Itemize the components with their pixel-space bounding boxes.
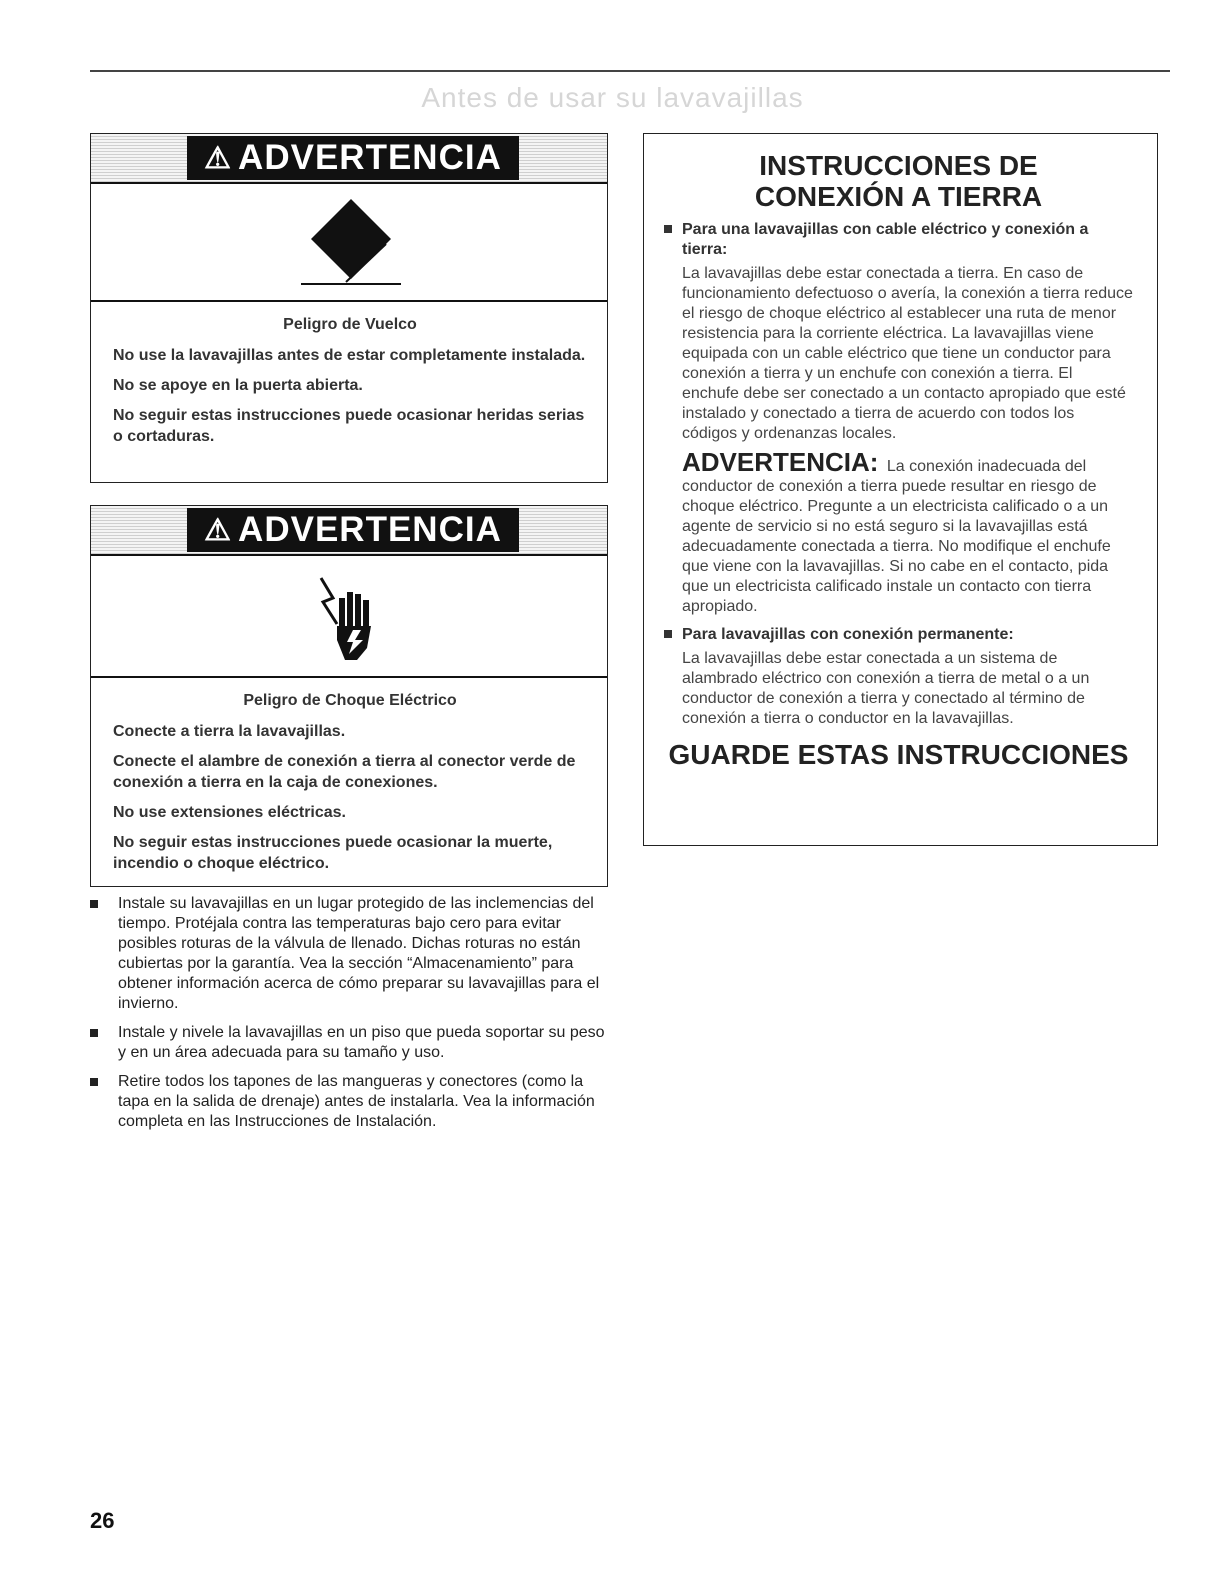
electric-shock-warning-box [90, 505, 608, 887]
warning-triangle-icon: ⚠ [204, 513, 233, 547]
page-heading: Antes de usar su lavavajillas [421, 82, 804, 113]
grounding-subheading [664, 220, 1133, 260]
warning-triangle-icon: ⚠ [204, 141, 233, 175]
warning-line: No seguir estas instrucciones puede ocasionar la muerte, incendio o choque eléctrico. [113, 834, 553, 872]
grounding-paragraph: La lavavajillas debe estar conectada a un sistema de alambrado eléctrico con conexión a tierra de metal o a un conductor de conexión a tierra y conectado al término de conexión a tierra o conductor en la lavavajillas. [682, 650, 1090, 727]
warning-line: No use extensiones eléctricas. [113, 804, 346, 821]
warning-body [91, 678, 607, 893]
warning-icon-area [91, 184, 607, 302]
grounding-subheading-text: Para una lavavajillas con cable eléctrico y conexión a tierra: [682, 221, 1089, 258]
electric-shock-hazard-icon [301, 568, 401, 668]
warning-body [91, 302, 607, 466]
installation-bullet-list [90, 894, 610, 1141]
bullet-square-icon [90, 1029, 98, 1037]
bullet-square-icon [90, 1078, 98, 1086]
warning-line: No seguir estas instrucciones puede ocasionar heridas serias o cortaduras. [113, 407, 585, 445]
warning-banner [187, 508, 519, 552]
warning-banner [187, 136, 519, 180]
grounding-subheading [664, 625, 1133, 645]
warning-banner-label: ADVERTENCIA [238, 510, 502, 549]
tip-over-hazard-icon [291, 194, 411, 294]
grounding-warning-paragraph [682, 447, 1133, 617]
inline-warning-text: La conexión inadecuada del conductor de conexión a tierra puede resultar en riesgo de choque eléctrico. Pregunte a un electricista calificado o a un agente de servicio si no está seguro si la lavavajillas está adecuadamente conectada a tierra. No modifique el enchufe que viene con la lavavajillas. Si no cabe en el contacto, pida que un electricista calificado instale un contacto con tierra apropiado. [682, 458, 1111, 615]
grounding-subheading-text: Para lavavajillas con conexión permanente: [682, 626, 1014, 643]
warning-title: Peligro de Choque Eléctrico [243, 692, 457, 709]
list-item-text: Instale y nivele la lavavajillas en un piso que pueda soportar su peso y en un área adecuada para su tamaño y uso. [118, 1024, 605, 1061]
list-item [90, 1023, 610, 1063]
warning-line: No se apoye en la puerta abierta. [113, 377, 363, 394]
grounding-title-line: INSTRUCCIONES DE [759, 150, 1038, 181]
grounding-title [664, 150, 1133, 212]
warning-banner-label: ADVERTENCIA [238, 138, 502, 177]
list-item-text: Retire todos los tapones de las mangueras y conectores (como la tapa en la salida de drenaje) antes de instalarla. Vea la información completa en las Instrucciones de Instalación. [118, 1073, 595, 1130]
warning-line: Conecte el alambre de conexión a tierra al conector verde de conexión a tierra en la caja de conexiones. [113, 753, 576, 791]
warning-title: Peligro de Vuelco [283, 316, 417, 333]
warning-icon-area [91, 556, 607, 678]
bullet-square-icon [90, 900, 98, 908]
grounding-title-line: CONEXIÓN A TIERRA [754, 181, 1043, 212]
top-rule [90, 70, 1170, 72]
save-instructions-heading: GUARDE ESTAS INSTRUCCIONES [668, 739, 1129, 770]
grounding-instructions-box [643, 133, 1158, 846]
list-item [90, 1072, 610, 1132]
warning-header [91, 506, 607, 556]
tip-over-warning-box [90, 133, 608, 483]
warning-line: No use la lavavajillas antes de estar completamente instalada. [113, 347, 586, 364]
bullet-square-icon [664, 630, 672, 638]
page-number: 26 [90, 1508, 115, 1533]
warning-header [91, 134, 607, 184]
list-item [90, 894, 610, 1014]
bullet-square-icon [664, 225, 672, 233]
warning-line: Conecte a tierra la lavavajillas. [113, 723, 346, 740]
list-item-text: Instale su lavavajillas en un lugar protegido de las inclemencias del tiempo. Protéjala contra las temperaturas bajo cero para evitar posibles roturas de la válvula de llenado. Dichas roturas no están cubiertas por la garantía. Vea la sección “Almacenamiento” para obtener información acerca de cómo preparar su lavavajillas para el invierno. [118, 895, 600, 1012]
inline-warning-label: ADVERTENCIA: [682, 447, 879, 477]
grounding-paragraph: La lavavajillas debe estar conectada a tierra. En caso de funcionamiento defectuoso o avería, la conexión a tierra reduce el riesgo de choque eléctrico al establecer una ruta de menor resistencia para la corriente eléctrica. La lavavajillas viene equipada con un cable eléctrico que tiene un conductor para conexión a tierra y un enchufe con conexión a tierra. El enchufe debe ser conectado a un contacto apropiado que esté instalado y conectado a tierra de acuerdo con todos los códigos y ordenanzas locales. [682, 265, 1133, 442]
